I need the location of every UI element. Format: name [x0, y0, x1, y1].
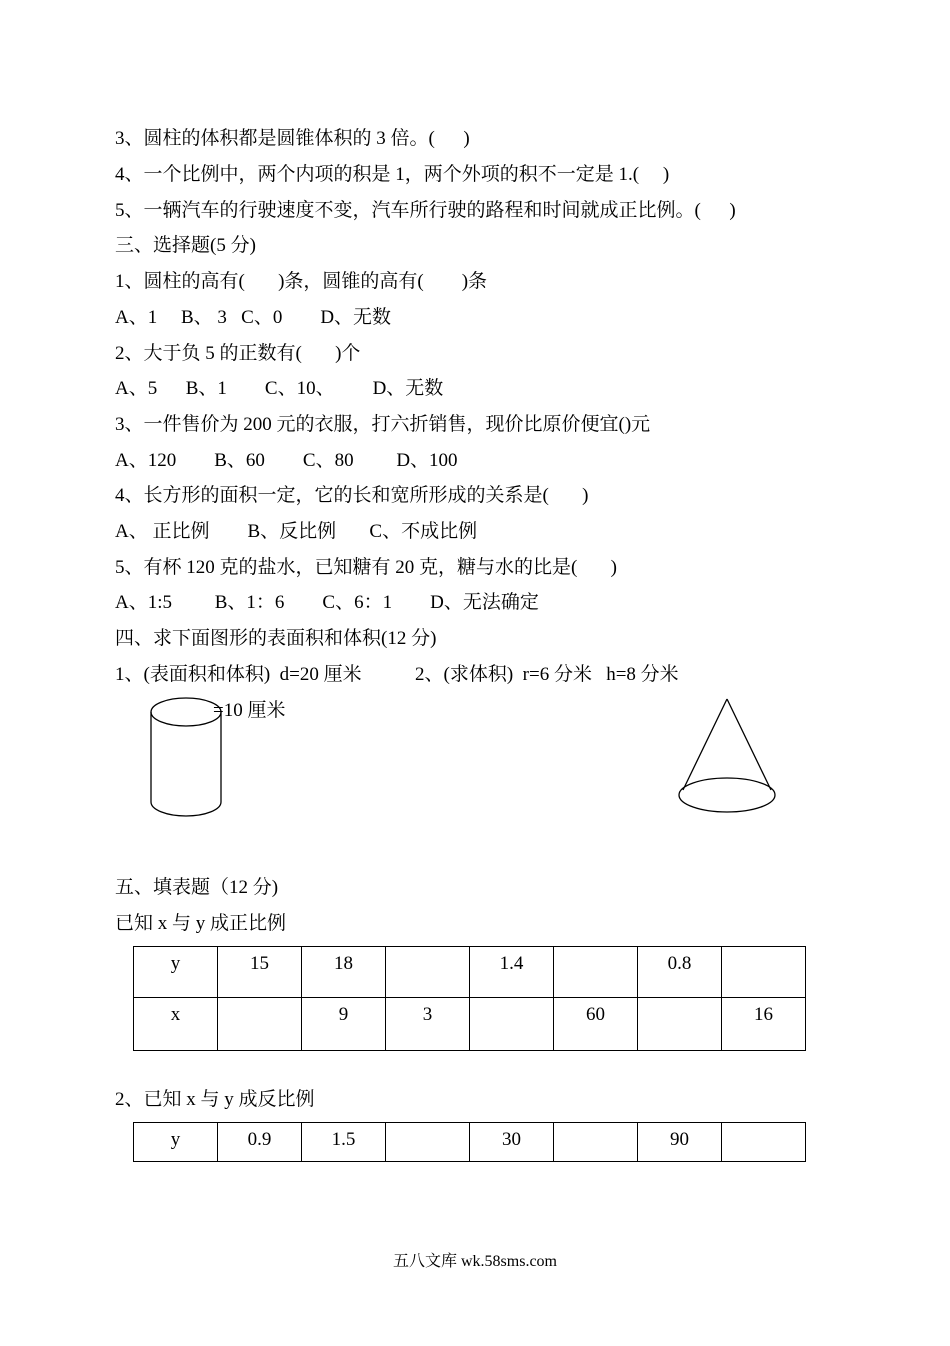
- table-cell: y: [134, 947, 218, 998]
- choice-q2-options: A、5 B、1 C、10、 D、无数: [115, 378, 444, 399]
- table-cell: [722, 1123, 806, 1162]
- cone-figure: [670, 690, 790, 820]
- table-cell: 0.8: [638, 947, 722, 998]
- choice-q2: 2、大于负 5 的正数有( )个: [115, 343, 361, 364]
- choice-q3-options: A、120 B、60 C、80 D、100: [115, 450, 458, 471]
- table2-title: 2、已知 x 与 y 成反比例: [115, 1089, 315, 1110]
- table-cell: 16: [722, 998, 806, 1051]
- judgement-q4: 4、一个比例中，两个内项的积是 1，两个外项的积不一定是 1.( ): [115, 164, 670, 185]
- choice-q5-options: A、1:5 B、1：6 C、6：1 D、无法确定: [115, 592, 539, 613]
- table-cell: x: [134, 998, 218, 1051]
- table1-title: 已知 x 与 y 成正比例: [115, 913, 287, 934]
- table-cell: 1.4: [470, 947, 554, 998]
- table-cell: 1.5: [302, 1123, 386, 1162]
- choice-q4: 4、长方形的面积一定，它的长和宽所形成的关系是( ): [115, 485, 589, 506]
- table-cell: 18: [302, 947, 386, 998]
- table-row: [134, 998, 806, 1051]
- table-cell: [386, 1123, 470, 1162]
- table-cell: [218, 998, 302, 1051]
- section3-title: 三、选择题(5 分): [115, 235, 256, 256]
- choice-q5: 5、有杯 120 克的盐水，已知糖有 20 克，糖与水的比是( ): [115, 557, 617, 578]
- table-row: [134, 1123, 806, 1162]
- choice-q1-options: A、1 B、 3 C、0 D、无数: [115, 307, 392, 328]
- direct-proportion-table: [133, 946, 806, 1051]
- cylinder-height-label: =10 厘米: [213, 700, 286, 721]
- section5-title: 五、填表题（12 分): [115, 877, 279, 898]
- geometry-q1: 1、(表面积和体积) d=20 厘米: [115, 664, 362, 685]
- table-cell: [722, 947, 806, 998]
- choice-q3: 3、一件售价为 200 元的衣服，打六折销售，现价比原价便宜()元: [115, 414, 651, 435]
- table-cell: [638, 998, 722, 1051]
- table-cell: y: [134, 1123, 218, 1162]
- table-cell: 3: [386, 998, 470, 1051]
- choice-q4-options: A、 正比例 B、反比例 C、不成比例: [115, 521, 478, 542]
- inverse-proportion-table: [133, 1122, 806, 1162]
- judgement-q3: 3、圆柱的体积都是圆锥体积的 3 倍。( ): [115, 128, 470, 149]
- table-cell: 15: [218, 947, 302, 998]
- table-cell: [554, 1123, 638, 1162]
- table-cell: 9: [302, 998, 386, 1051]
- table-cell: [554, 947, 638, 998]
- judgement-q5: 5、一辆汽车的行驶速度不变，汽车所行驶的路程和时间就成正比例。( ): [115, 200, 736, 221]
- choice-q1: 1、圆柱的高有( )条，圆锥的高有( )条: [115, 271, 488, 292]
- table-cell: [386, 947, 470, 998]
- page-footer: 五八文库 wk.58sms.com: [392, 1253, 557, 1270]
- table-row: [134, 947, 806, 998]
- table-cell: 30: [470, 1123, 554, 1162]
- table-cell: 60: [554, 998, 638, 1051]
- section4-title: 四、求下面图形的表面积和体积(12 分): [115, 628, 437, 649]
- table-cell: 0.9: [218, 1123, 302, 1162]
- table-cell: [470, 998, 554, 1051]
- cylinder-figure: [140, 690, 240, 830]
- geometry-q2: 2、(求体积) r=6 分米 h=8 分米: [415, 664, 679, 685]
- table-cell: 90: [638, 1123, 722, 1162]
